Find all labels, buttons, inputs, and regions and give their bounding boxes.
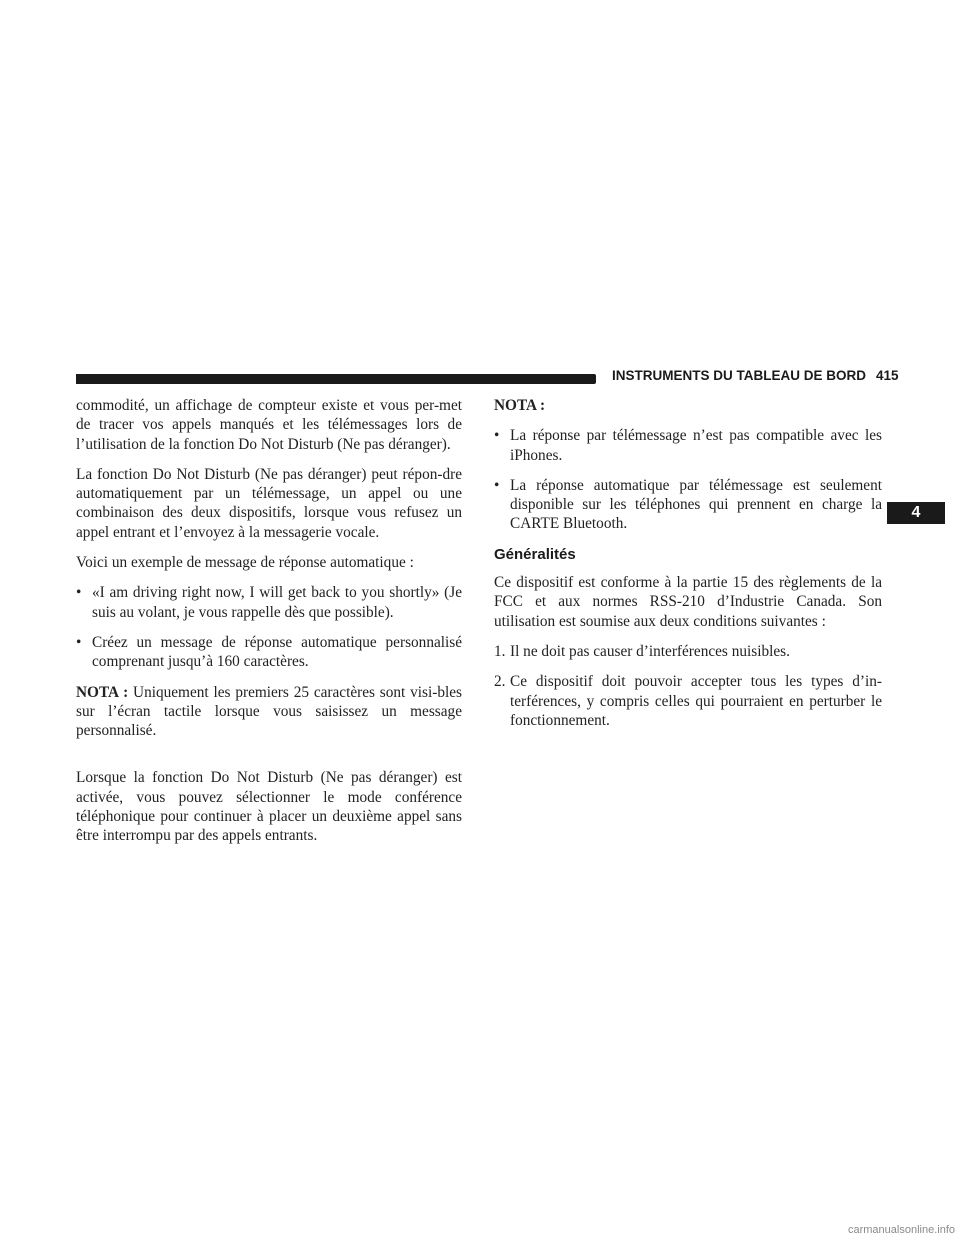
paragraph: Ce dispositif est conforme à la partie 15 des règlements de la FCC et aux normes RSS-210 d’Industrie Canada. Son utilisation est soumise aux deux conditions suivantes : [494,574,882,630]
list-item: • La réponse automatique par télémessage est seulement disponible sur les téléphones qui prennent en charge la CARTE Bluetooth. [494,476,882,533]
list-item: • «I am driving right now, I will get back to you shortly» (Je suis au volant, je vous rappelle dès que possible). [76,584,462,621]
list-item: • Créez un message de réponse automatique personnalisé comprenant jusqu’à 160 caractères. [76,633,462,671]
running-header [612,368,902,383]
paragraph: Lorsque la fonction Do Not Disturb (Ne pas déranger) est activée, vous pouvez sélectionner le mode conférence téléphonique pour continuer à placer un deuxième appel sans être interrompu par des appels entrants. [76,769,462,845]
bullet-icon: • [494,476,500,494]
section-heading: Généralités [494,545,576,563]
paragraph: La fonction Do Not Disturb (Ne pas déranger) peut répon-dre automatiquement par un télémessage, un appel ou une combinaison des deux dispositifs, lorsque vous refusez un appel entrant et l’envoyez à la messagerie vocale. [76,465,462,541]
list-number: 2. [494,673,506,691]
paragraph: commodité, un affichage de compteur existe et vous per-met de tracer vos appels manqués et les télémessages lors de l’utilisation de la fonction Do Not Disturb (Ne pas déranger). [76,397,462,453]
section-title: INSTRUMENTS DU TABLEAU DE BORD [612,368,866,383]
left-column [76,396,462,857]
note-paragraph [76,683,462,741]
spacer [76,751,462,768]
chapter-tab: 4 [887,502,945,524]
bullet-icon: • [76,633,82,651]
header-rule [76,374,596,384]
note-label: NOTA : [76,683,129,701]
bullet-list [76,583,462,671]
note-label: NOTA : [494,397,546,414]
list-number: 1. [494,642,506,660]
list-item: 1. Il ne doit pas causer d’interférences nuisibles. [494,642,790,660]
bullet-list [494,426,882,533]
right-column [494,396,882,741]
bullet-icon: • [494,427,500,445]
list-item: 2. Ce dispositif doit pouvoir accepter tous les types d’in-terférences, y compris celles qui pourraient en perturber le fonctionnement. [494,673,882,729]
watermark: carmanualsonline.info [847,1224,955,1236]
note-text: Uniquement les premiers 25 caractères sont visi-bles sur l’écran tactile lorsque vous saisissez un message personnalisé. [76,683,462,740]
list-item: • La réponse par télémessage n’est pas compatible avec les iPhones. [494,427,882,464]
paragraph: Voici un exemple de message de réponse automatique : [76,554,414,572]
page-number: 415 [876,368,899,383]
numbered-list [494,642,882,730]
bullet-icon: • [76,584,82,602]
